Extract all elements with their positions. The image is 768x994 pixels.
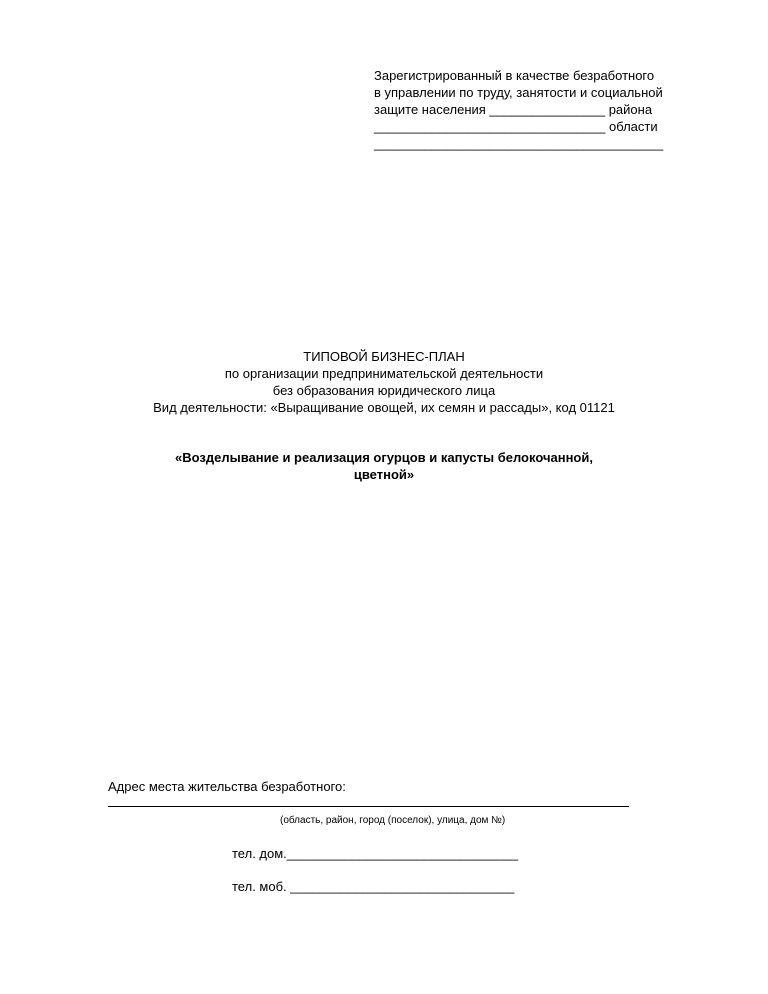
address-underline: [108, 806, 629, 807]
activity-type: Вид деятельности: «Выращивание овощей, их семян и рассады», код 01121: [153, 400, 615, 415]
registration-line-1: Зарегистрированный в качестве безработного: [374, 68, 655, 83]
registration-line-5: ________________________________________: [374, 136, 664, 151]
registration-line-3: защите населения ________________ района: [374, 102, 653, 117]
address-hint: (область, район, город (поселок), улица, дом №): [280, 815, 506, 826]
registration-line-4: ________________________________ области: [374, 119, 658, 134]
document-subtitle-1: по организации предпринимательской деятельности: [224, 366, 544, 381]
document-title: ТИПОВОЙ БИЗНЕС-ПЛАН: [303, 349, 465, 364]
project-name-line-1: «Возделывание и реализация огурцов и капусты белокочанной,: [175, 450, 593, 465]
registration-line-2: в управлении по труду, занятости и социальной: [374, 85, 663, 100]
address-label: Адрес места жительства безработного:: [108, 779, 346, 794]
document-subtitle-2: без образования юридического лица: [272, 383, 496, 398]
home-phone-field: тел. дом.________________________________: [232, 846, 519, 861]
project-name-line-2: цветной»: [353, 467, 415, 482]
mobile-phone-field: тел. моб. _______________________________: [232, 879, 515, 894]
